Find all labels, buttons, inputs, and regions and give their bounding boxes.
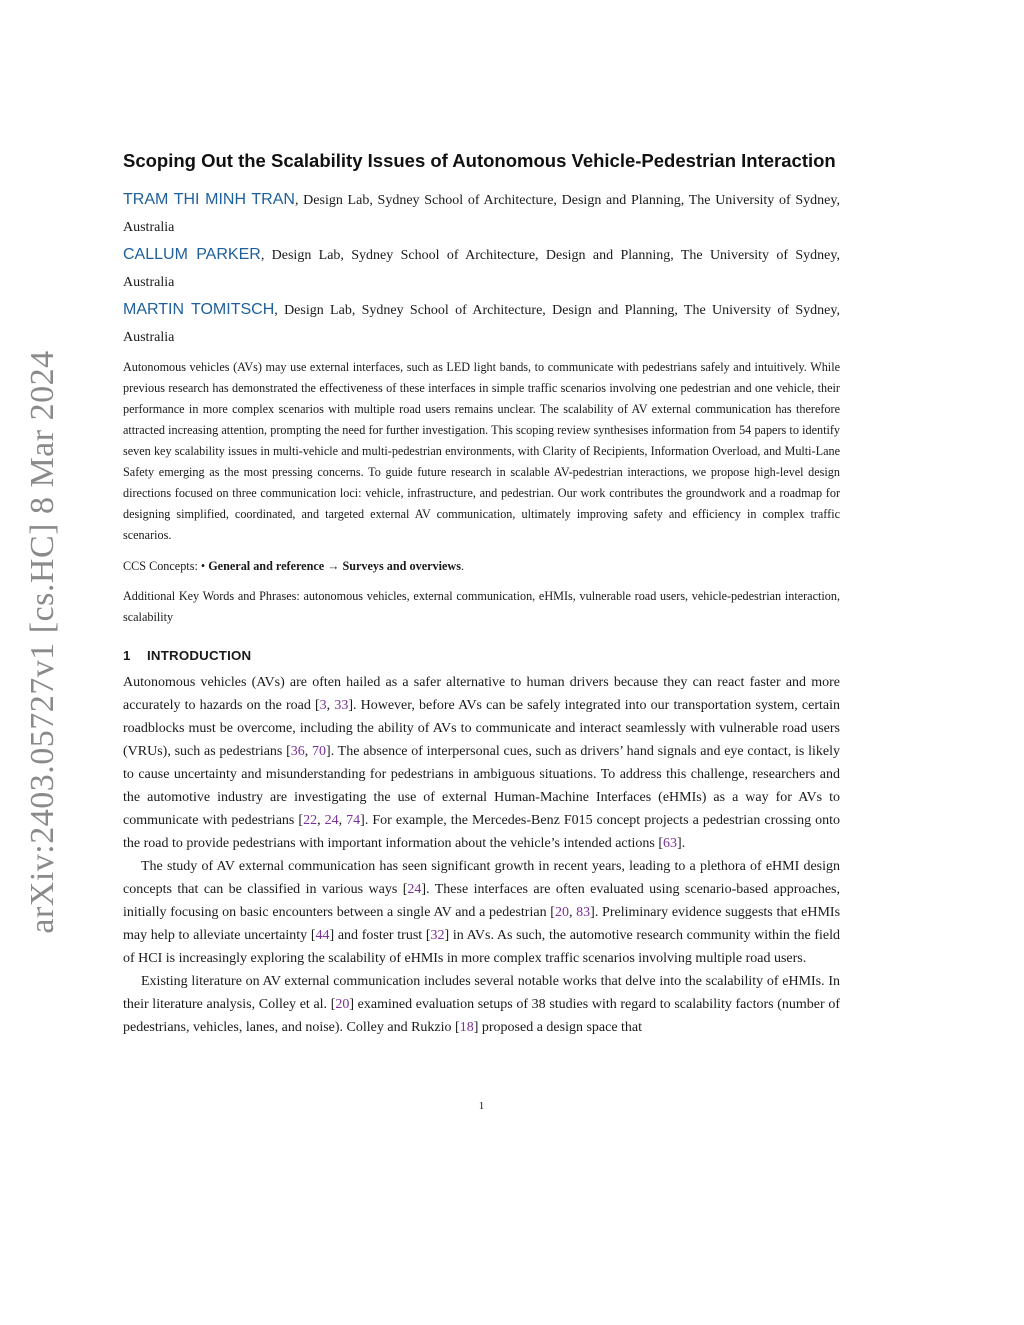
paper-title: Scoping Out the Scalability Issues of Autonomous Vehicle-Pedestrian Interaction <box>123 150 836 171</box>
author-name: TRAM THI MINH TRAN <box>123 191 295 208</box>
citation-link[interactable]: 20 <box>335 997 350 1012</box>
citation-link[interactable]: 33 <box>334 698 349 713</box>
citation-link[interactable]: 36 <box>290 744 305 759</box>
paragraph-text: ]. These interfaces are often evaluated using scenario-based approaches, initially focusing on basic encounters between a single AV and a pedestrian [ <box>123 882 840 920</box>
keywords: Additional Key Words and Phrases: autonomous vehicles, external communication, eHMIs, vulnerable road users, vehicle-pedestrian interaction, scalability <box>123 589 840 624</box>
paragraph-text: ]. The absence of interpersonal cues, such as drivers’ hand signals and eye contact, is likely to cause uncertainty and misunderstanding for pedestrians in ambiguous situations. To address this challenge, researchers and the automotive industry are investigating the use of external Human-Machine Interfaces (eHMIs) as a way for AVs to communicate with pedestrians [ <box>123 744 841 828</box>
author-affiliation: , Design Lab, Sydney School of Architecture, Design and Planning, The University of Sydney, Australia <box>123 248 840 290</box>
ccs-concept: General and reference → Surveys and overviews <box>208 559 461 573</box>
citation-link[interactable]: 20 <box>554 905 569 920</box>
paper-page <box>123 150 841 1112</box>
paragraph-text: ]. Preliminary evidence suggests that eHMIs may help to alleviate uncertainty [ <box>123 905 841 943</box>
author-affiliation: , Design Lab, Sydney School of Architecture, Design and Planning, The University of Sydney, Australia <box>123 193 840 235</box>
paragraph-text: , <box>317 813 325 828</box>
page-number: 1 <box>478 1100 485 1112</box>
section-heading <box>123 648 840 663</box>
section-number: 1 <box>123 648 131 663</box>
author-name: CALLUM PARKER <box>123 246 261 263</box>
paragraph-text: ] in AVs. As such, the automotive research community within the field of HCI is increasingly exploring the scalability of eHMIs in more complex traffic scenarios involving multiple road users. <box>123 928 840 966</box>
citation-link[interactable]: 74 <box>346 813 361 828</box>
section-title: INTRODUCTION <box>147 648 252 663</box>
paragraph-text: , <box>326 698 335 713</box>
paragraph-text: Autonomous vehicles (AVs) are often hailed as a safer alternative to human drivers because they can react faster and more accurately to hazards on the road [ <box>123 675 840 713</box>
paragraph-text: , <box>338 813 347 828</box>
paragraph-text: ]. <box>677 836 686 851</box>
paragraph-text: ]. For example, the Mercedes-Benz F015 concept projects a pedestrian crossing onto the road to provide pedestrians with important information about the vehicle’s intended actions [ <box>123 813 840 851</box>
author-name: MARTIN TOMITSCH <box>123 301 275 318</box>
citation-link[interactable]: 24 <box>324 813 339 828</box>
arxiv-identifier: arXiv:2403.05727v1 [cs.HC] 8 Mar 2024 <box>24 350 61 934</box>
citation-link[interactable]: 22 <box>303 813 318 828</box>
body-paragraph <box>123 671 840 855</box>
citation-link[interactable]: 18 <box>459 1020 474 1035</box>
paragraph-text: ] and foster trust [ <box>329 928 431 943</box>
ccs-label: CCS Concepts: • <box>123 559 209 573</box>
paragraph-text: The study of AV external communication has seen significant growth in recent years, leading to a plethora of eHMI design concepts that can be classified in various ways [ <box>123 859 840 897</box>
paragraph-text: ] examined evaluation setups of 38 studies with regard to scalability factors (number of pedestrians, vehicles, lanes, and noise). Colley and Rukzio [ <box>123 997 840 1035</box>
paragraph-text: ] proposed a design space that <box>473 1020 643 1035</box>
abstract: Autonomous vehicles (AVs) may use external interfaces, such as LED light bands, to communicate with pedestrians safely and intuitively. While previous research has demonstrated the effectiveness of these interfaces in simple traffic scenarios involving one pedestrian and one vehicle, their performance in more complex scenarios with multiple road users remains unclear. The scalability of AV external communication has therefore attracted increasing attention, prompting the need for further investigation. This scoping review synthesises information from 54 papers to identify seven key scalability issues in multi-vehicle and multi-pedestrian environments, with Clarity of Recipients, Information Overload, and Multi-Lane Safety emerging as the most pressing concerns. To guide future research in scalable AV-pedestrian interactions, we propose high-level design directions focused on three communication loci: vehicle, infrastructure, and pedestrian. Our work contributes the groundwork and a roadmap for designing simplified, coordinated, and targeted external AV communication, ultimately improving safety and efficiency in complex traffic scenarios. <box>123 360 840 542</box>
author-list <box>123 186 840 351</box>
body-paragraph <box>123 855 840 970</box>
paragraph-text: ]. However, before AVs can be safely integrated into our transportation system, certain roadblocks must be overcome, including the ability of AVs to communicate and interact seamlessly with vulnerable road users (VRUs), such as pedestrians [ <box>123 698 841 759</box>
body-paragraph <box>123 970 840 1039</box>
paragraph-text: Existing literature on AV external communication includes several notable works that delve into the scalability of eHMIs. In their literature analysis, Colley et al. [ <box>123 974 840 1012</box>
paragraph-text: , <box>568 905 577 920</box>
ccs-end: . <box>460 559 464 573</box>
citation-link[interactable]: 24 <box>407 882 422 897</box>
author-entry <box>123 296 840 351</box>
ccs-concepts <box>123 556 840 576</box>
citation-link[interactable]: 83 <box>576 905 591 920</box>
citation-link[interactable]: 32 <box>430 928 445 943</box>
author-entry <box>123 241 840 296</box>
citation-link[interactable]: 70 <box>312 744 327 759</box>
citation-link[interactable]: 63 <box>663 836 678 851</box>
paragraph-text: , <box>304 744 313 759</box>
body-text <box>123 671 840 1039</box>
citation-link[interactable]: 3 <box>319 698 327 713</box>
author-affiliation: , Design Lab, Sydney School of Architecture, Design and Planning, The University of Sydney, Australia <box>123 303 840 345</box>
author-entry <box>123 186 840 241</box>
citation-link[interactable]: 44 <box>315 928 330 943</box>
